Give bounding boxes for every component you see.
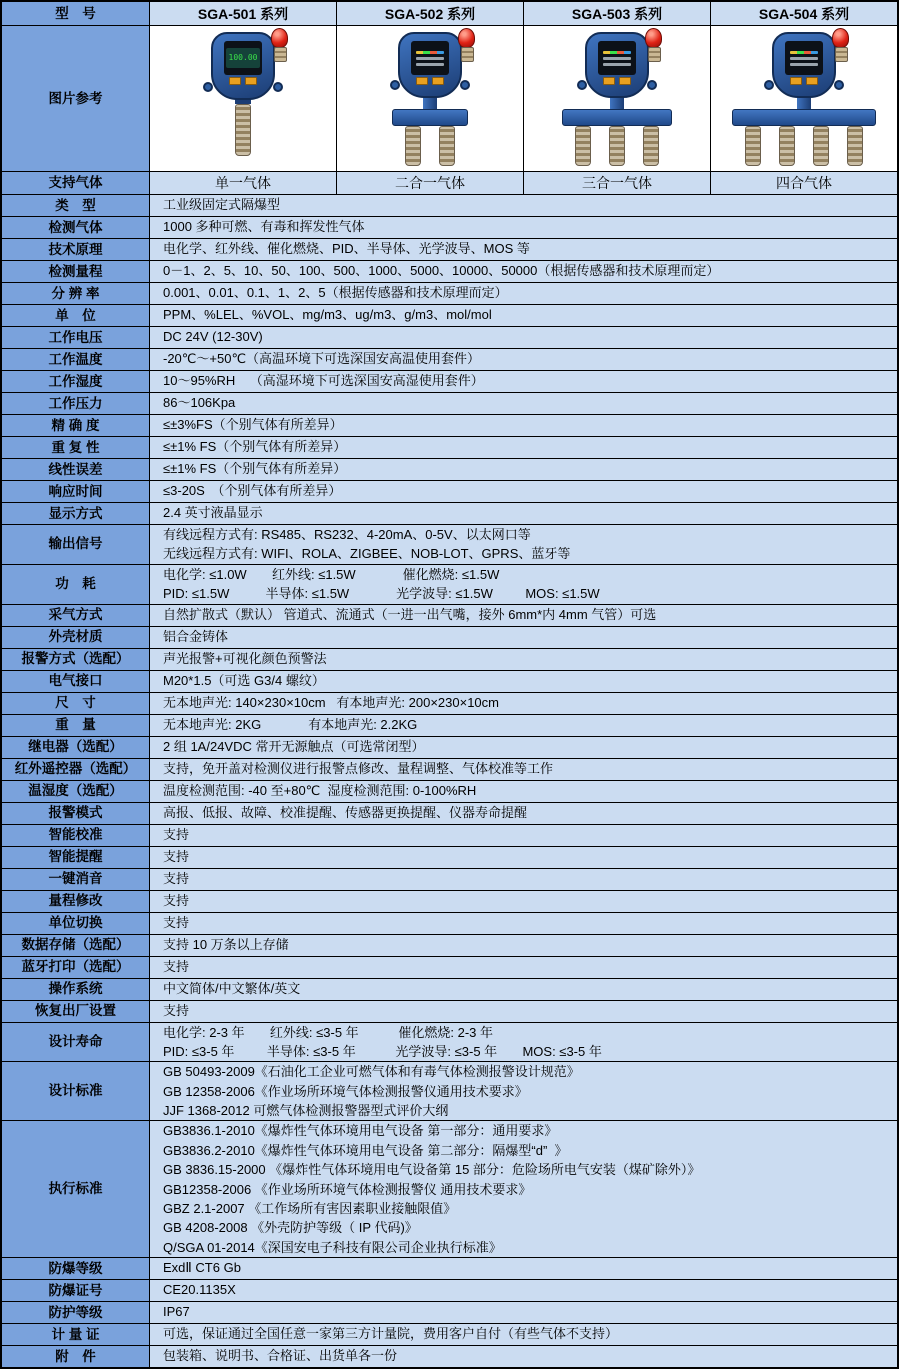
row-value-line: 2.4 英寸液晶显示 <box>163 505 263 521</box>
row-value-line: 自然扩散式（默认） 管道式、流通式（一进一出气嘴，接外 6mm*内 4mm 气管）可选 <box>163 606 657 622</box>
sensor-head <box>813 126 829 166</box>
row-value <box>150 1302 897 1323</box>
row-value-line: PID: ≤1.5W 半导体: ≤1.5W 光学波导: ≤1.5W MOS: ≤1.5W <box>163 586 600 602</box>
table-row <box>2 912 897 934</box>
row-value <box>150 283 897 304</box>
row-value <box>150 349 897 370</box>
detector-button <box>603 77 615 85</box>
row-value-line: CE20.1135X <box>163 1282 236 1298</box>
row-value-line: 可选，保证通过全国任意一家第三方计量院，费用客户自付（有些气体不支持） <box>163 1326 619 1342</box>
detector-buttons <box>400 77 460 85</box>
sensor-heads <box>575 126 659 166</box>
row-value <box>150 693 897 714</box>
table-row <box>2 216 897 238</box>
detector-head <box>398 32 462 98</box>
mount-lug <box>834 80 844 90</box>
row-value-line: 支持 10 万条以上存储 <box>163 936 289 952</box>
table-row <box>2 1257 897 1279</box>
row-value <box>150 847 897 868</box>
detector-buttons <box>774 77 834 85</box>
row-value-line: 支持，免开盖对检测仪进行报警点修改、量程调整、气体校准等工作 <box>163 760 554 776</box>
sga-503-triple-gas-detector <box>527 26 707 166</box>
row-value-line: 0－1、2、5、10、50、100、500、1000、5000、10000、50000（根据传感器和技术原理而定） <box>163 263 720 279</box>
row-value-line: 支持 <box>163 914 190 930</box>
row-value-line: 支持 <box>163 826 190 842</box>
sensor-head <box>643 126 659 166</box>
table-row <box>2 956 897 978</box>
display-bar <box>416 51 444 54</box>
row-value-line: ExdⅡ CT6 Gb <box>163 1260 241 1276</box>
row-value <box>150 481 897 502</box>
row-value-line: 10～95%RH （高湿环境下可选深国安高湿使用套件） <box>163 373 484 389</box>
detector-screen <box>224 41 262 75</box>
alarm-beacon-icon <box>832 28 850 62</box>
row-label: 设计寿命 <box>2 1023 150 1062</box>
row-value-line: 温度检测范围: -40 至+80℃ 湿度检测范围: 0-100%RH <box>163 782 477 798</box>
gas-row-label: 支持气体 <box>2 172 150 194</box>
row-label: 检测气体 <box>2 217 150 238</box>
row-value-line: 无本地声光: 2KG 有本地声光: 2.2KG <box>163 716 418 732</box>
alarm-beacon-icon <box>458 28 476 62</box>
row-label: 类 型 <box>2 195 150 216</box>
gas-type-dual: 二合一气体 <box>336 172 523 194</box>
detector-button <box>245 77 257 85</box>
spec-rows <box>2 194 897 1367</box>
row-value-line: 有线远程方式有: RS485、RS232、4-20mA、0-5V、以太网口等 <box>163 527 531 542</box>
row-label: 工作压力 <box>2 393 150 414</box>
table-row <box>2 626 897 648</box>
row-value <box>150 565 897 604</box>
table-row <box>2 758 897 780</box>
detector-stem <box>610 96 624 110</box>
table-row <box>2 564 897 604</box>
row-label: 检测量程 <box>2 261 150 282</box>
row-value-line: 工业级固定式隔爆型 <box>163 197 281 213</box>
row-value-line: 无线远程方式有: WIFI、ROLA、ZIGBEE、NOB-LOT、GPRS、蓝牙等 <box>163 546 571 562</box>
display-bar <box>603 57 631 60</box>
display-bar <box>603 51 631 54</box>
row-value-line: 支持 <box>163 1002 190 1018</box>
detector-button <box>806 77 818 85</box>
table-row <box>2 260 897 282</box>
product-image-sga-503 <box>523 26 710 171</box>
image-row-label: 图片参考 <box>2 26 150 171</box>
row-value-line: GB 4208-2008 《外壳防护等级（ IP 代码)》 <box>163 1220 418 1236</box>
detector-buttons <box>213 77 273 85</box>
row-label: 重 量 <box>2 715 150 736</box>
sensor-head <box>609 126 625 166</box>
row-value <box>150 627 897 648</box>
row-value <box>150 605 897 626</box>
model-header-sga-503: SGA-503 系列 <box>523 2 710 25</box>
row-value-line: ≤±3%FS（个别气体有所差异） <box>163 417 343 433</box>
row-value-line: IP67 <box>163 1304 190 1320</box>
sensor-head <box>439 126 455 166</box>
row-label: 分 辨 率 <box>2 283 150 304</box>
table-row <box>2 238 897 260</box>
screen-reading: 100.00 <box>226 48 261 68</box>
row-value <box>150 979 897 1000</box>
detector-screen <box>411 41 449 75</box>
beacon-base <box>461 47 474 62</box>
row-value-line: ≤±1% FS（个别气体有所差异） <box>163 439 347 455</box>
row-value-line: 铝合金铸体 <box>163 628 229 644</box>
row-label: 工作电压 <box>2 327 150 348</box>
detector-stem <box>423 96 437 110</box>
row-label: 智能校准 <box>2 825 150 846</box>
table-row <box>2 648 897 670</box>
row-label: 工作温度 <box>2 349 150 370</box>
multi-gas-display <box>603 51 631 66</box>
display-bar <box>790 51 818 54</box>
row-label: 蓝牙打印（选配） <box>2 957 150 978</box>
row-value-line: GB3836.2-2010《爆炸性气体环境用电气设备 第二部分：隔爆型“d” 》 <box>163 1142 568 1158</box>
table-row <box>2 392 897 414</box>
row-label: 防爆等级 <box>2 1258 150 1279</box>
row-value-line: 1000 多种可燃、有毒和挥发性气体 <box>163 219 365 235</box>
row-value-line: GB 12358-2006《作业场所环境气体检测报警仪通用技术要求》 <box>163 1083 528 1099</box>
row-value <box>150 459 897 480</box>
row-label: 数据存储（选配） <box>2 935 150 956</box>
product-image-sga-502 <box>336 26 523 171</box>
row-value-line: 中文简体/中文繁体/英文 <box>163 980 301 996</box>
row-value-line: GB 3836.15-2000 《爆炸性气体环境用电气设备第 15 部分：危险场所电气安装（煤矿除外）》 <box>163 1162 701 1178</box>
row-value-line: -20℃～+50℃（高温环境下可选深国安高温使用套件） <box>163 351 481 367</box>
row-value <box>150 781 897 802</box>
row-value-line: 2 组 1A/24VDC 常开无源触点（可选常闭型） <box>163 738 425 754</box>
sga-504-quad-gas-detector <box>714 26 894 166</box>
sensor-head <box>745 126 761 166</box>
row-label: 防护等级 <box>2 1302 150 1323</box>
table-row <box>2 282 897 304</box>
row-value-line: 电化学、红外线、催化燃烧、PID、半导体、光学波导、MOS 等 <box>163 241 530 257</box>
row-value-line: PID: ≤3-5 年 半导体: ≤3-5 年 光学波导: ≤3-5 年 MOS: ≤3-5 年 <box>163 1043 602 1059</box>
table-row <box>2 414 897 436</box>
row-value <box>150 1324 897 1345</box>
row-value-line: 支持 <box>163 958 190 974</box>
table-row <box>2 326 897 348</box>
gas-type-triple: 三合一气体 <box>523 172 710 194</box>
detector-button <box>229 77 241 85</box>
table-row <box>2 458 897 480</box>
row-label: 采气方式 <box>2 605 150 626</box>
row-label: 尺 寸 <box>2 693 150 714</box>
row-value <box>150 195 897 216</box>
row-label: 计 量 证 <box>2 1324 150 1345</box>
row-value <box>150 737 897 758</box>
table-row <box>2 824 897 846</box>
detector-head <box>211 32 275 100</box>
mount-lug <box>203 82 213 92</box>
row-value <box>150 869 897 890</box>
beacon-bulb <box>832 28 849 48</box>
model-header-sga-501: SGA-501 系列 <box>150 2 336 25</box>
row-value <box>150 305 897 326</box>
row-value <box>150 1121 897 1257</box>
mount-lug <box>577 80 587 90</box>
row-value-line: 电化学: 2-3 年 红外线: ≤3-5 年 催化燃烧: 2-3 年 <box>163 1024 494 1040</box>
table-row <box>2 524 897 564</box>
table-row <box>2 1301 897 1323</box>
mount-lug <box>390 80 400 90</box>
row-label: 技术原理 <box>2 239 150 260</box>
mount-lug <box>273 82 283 92</box>
sensor-head <box>235 104 251 156</box>
row-value <box>150 393 897 414</box>
mount-lug <box>764 80 774 90</box>
row-label: 重 复 性 <box>2 437 150 458</box>
gas-type-single: 单一气体 <box>150 172 336 194</box>
row-value <box>150 891 897 912</box>
detector-stem <box>797 96 811 110</box>
detector-screen <box>785 41 823 75</box>
row-value-line: GB12358-2006 《作业场所环境气体检测报警仪 通用技术要求》 <box>163 1181 532 1197</box>
table-row <box>2 736 897 758</box>
model-header-sga-504: SGA-504 系列 <box>710 2 897 25</box>
sensor-head <box>779 126 795 166</box>
row-value-line: 支持 <box>163 870 190 886</box>
product-image-sga-504 <box>710 26 897 171</box>
alarm-beacon-icon <box>271 28 289 62</box>
display-bar <box>790 63 818 66</box>
row-value <box>150 715 897 736</box>
row-value <box>150 649 897 670</box>
table-row <box>2 604 897 626</box>
row-label: 输出信号 <box>2 525 150 564</box>
row-label: 工作湿度 <box>2 371 150 392</box>
table-row <box>2 714 897 736</box>
table-row <box>2 846 897 868</box>
multi-gas-display <box>790 51 818 66</box>
table-row <box>2 194 897 216</box>
row-value <box>150 503 897 524</box>
row-value <box>150 1001 897 1022</box>
row-value-line: GB 50493-2009《石油化工企业可燃气体和有毒气体检测报警设计规范》 <box>163 1064 580 1080</box>
row-value-line: ≤3-20S （个别气体有所差异） <box>163 483 342 499</box>
row-value <box>150 759 897 780</box>
row-label: 操作系统 <box>2 979 150 1000</box>
row-label: 报警模式 <box>2 803 150 824</box>
supported-gas-row <box>2 171 897 194</box>
row-value <box>150 957 897 978</box>
table-row <box>2 502 897 524</box>
row-value <box>150 803 897 824</box>
row-label: 附 件 <box>2 1346 150 1367</box>
row-label: 线性误差 <box>2 459 150 480</box>
row-value-line: GB3836.1-2010《爆炸性气体环境用电气设备 第一部分：通用要求》 <box>163 1123 558 1139</box>
row-label: 显示方式 <box>2 503 150 524</box>
row-label: 执行标准 <box>2 1121 150 1257</box>
table-row <box>2 1345 897 1367</box>
row-value <box>150 913 897 934</box>
row-value-line: 支持 <box>163 848 190 864</box>
row-value-line: 高报、低报、故障、校准提醒、传感器更换提醒、仪器寿命提醒 <box>163 804 528 820</box>
row-value <box>150 1258 897 1279</box>
table-row <box>2 780 897 802</box>
row-value <box>150 525 897 564</box>
table-row <box>2 304 897 326</box>
display-bar <box>603 63 631 66</box>
header-row <box>2 2 897 25</box>
row-value <box>150 1346 897 1367</box>
display-bar <box>416 57 444 60</box>
sensor-head <box>405 126 421 166</box>
row-value <box>150 217 897 238</box>
beacon-base <box>274 47 287 62</box>
row-value-line: 86～106Kpa <box>163 395 236 411</box>
row-value-line: PPM、%LEL、%VOL、mg/m3、ug/m3、g/m3、mol/mol <box>163 307 492 323</box>
row-value <box>150 437 897 458</box>
row-value-line: Q/SGA 01-2014《深国安电子科技有限公司企业执行标准》 <box>163 1239 502 1255</box>
row-label: 继电器（选配） <box>2 737 150 758</box>
row-value-line: 0.001、0.01、0.1、1、2、5（根据传感器和技术原理而定） <box>163 285 508 301</box>
model-header-label: 型 号 <box>2 2 150 25</box>
beacon-bulb <box>645 28 662 48</box>
beacon-bulb <box>271 28 288 48</box>
row-value-line: ≤±1% FS（个别气体有所差异） <box>163 461 347 477</box>
row-label: 红外遥控器（选配） <box>2 759 150 780</box>
multi-gas-display <box>416 51 444 66</box>
beacon-base <box>648 47 661 62</box>
row-label: 精 确 度 <box>2 415 150 436</box>
table-row <box>2 1022 897 1062</box>
detector-button <box>790 77 802 85</box>
row-label: 单位切换 <box>2 913 150 934</box>
beacon-bulb <box>458 28 475 48</box>
detector-head <box>585 32 649 98</box>
row-value <box>150 371 897 392</box>
row-value-line: 支持 <box>163 892 190 908</box>
row-value <box>150 671 897 692</box>
table-row <box>2 890 897 912</box>
sensor-heads <box>405 126 455 166</box>
sga-501-single-gas-detector <box>153 26 333 166</box>
detector-screen <box>598 41 636 75</box>
row-value <box>150 1023 897 1062</box>
table-row <box>2 978 897 1000</box>
row-label: 温湿度（选配） <box>2 781 150 802</box>
detector-button <box>416 77 428 85</box>
row-value-line: M20*1.5（可选 G3/4 螺纹） <box>163 672 325 688</box>
row-value <box>150 239 897 260</box>
row-value-line: 包装箱、说明书、合格证、出货单各一份 <box>163 1348 398 1364</box>
row-label: 电气接口 <box>2 671 150 692</box>
table-row <box>2 480 897 502</box>
sensor-manifold <box>732 109 876 126</box>
row-label: 恢复出厂设置 <box>2 1001 150 1022</box>
mount-lug <box>460 80 470 90</box>
row-value <box>150 1062 897 1120</box>
alarm-beacon-icon <box>645 28 663 62</box>
mount-lug <box>647 80 657 90</box>
row-label: 功 耗 <box>2 565 150 604</box>
row-label: 一键消音 <box>2 869 150 890</box>
table-row <box>2 692 897 714</box>
row-value-line: 无本地声光: 140×230×10cm 有本地声光: 200×230×10cm <box>163 694 499 710</box>
table-row <box>2 436 897 458</box>
table-row <box>2 868 897 890</box>
row-label: 防爆证号 <box>2 1280 150 1301</box>
row-value <box>150 935 897 956</box>
row-value <box>150 261 897 282</box>
row-label: 量程修改 <box>2 891 150 912</box>
product-image-sga-501 <box>150 26 336 171</box>
row-value-line: GBZ 2.1-2007 《工作场所有害因素职业接触限值》 <box>163 1200 457 1216</box>
table-row <box>2 1061 897 1120</box>
sensor-heads <box>235 104 251 156</box>
table-row <box>2 1323 897 1345</box>
row-label: 设计标准 <box>2 1062 150 1120</box>
row-value-line: 电化学: ≤1.0W 红外线: ≤1.5W 催化燃烧: ≤1.5W <box>163 566 500 582</box>
row-value <box>150 825 897 846</box>
row-label: 报警方式（选配） <box>2 649 150 670</box>
row-label: 响应时间 <box>2 481 150 502</box>
row-label: 智能提醒 <box>2 847 150 868</box>
sensor-head <box>575 126 591 166</box>
row-value <box>150 415 897 436</box>
table-row <box>2 802 897 824</box>
table-row <box>2 1120 897 1257</box>
model-header-sga-502: SGA-502 系列 <box>336 2 523 25</box>
row-value-line: DC 24V (12-30V) <box>163 329 263 345</box>
detector-buttons <box>587 77 647 85</box>
table-row <box>2 934 897 956</box>
detector-button <box>432 77 444 85</box>
display-bar <box>416 63 444 66</box>
sensor-manifold <box>392 109 468 126</box>
table-row <box>2 348 897 370</box>
beacon-base <box>835 47 848 62</box>
table-row <box>2 1000 897 1022</box>
gas-type-quad: 四合气体 <box>710 172 897 194</box>
display-bar <box>790 57 818 60</box>
table-row <box>2 670 897 692</box>
sensor-head <box>847 126 863 166</box>
row-value-line: JJF 1368-2012 可燃气体检测报警器型式评价大纲 <box>163 1103 449 1118</box>
row-value-line: 声光报警+可视化颜色预警法 <box>163 650 327 666</box>
sensor-manifold <box>562 109 672 126</box>
row-label: 单 位 <box>2 305 150 326</box>
detector-head <box>772 32 836 98</box>
row-value <box>150 1280 897 1301</box>
table-row <box>2 370 897 392</box>
row-label: 外壳材质 <box>2 627 150 648</box>
row-value <box>150 327 897 348</box>
sensor-heads <box>745 126 863 166</box>
sga-502-dual-gas-detector <box>340 26 520 166</box>
image-reference-row <box>2 25 897 171</box>
detector-button <box>619 77 631 85</box>
table-row <box>2 1279 897 1301</box>
